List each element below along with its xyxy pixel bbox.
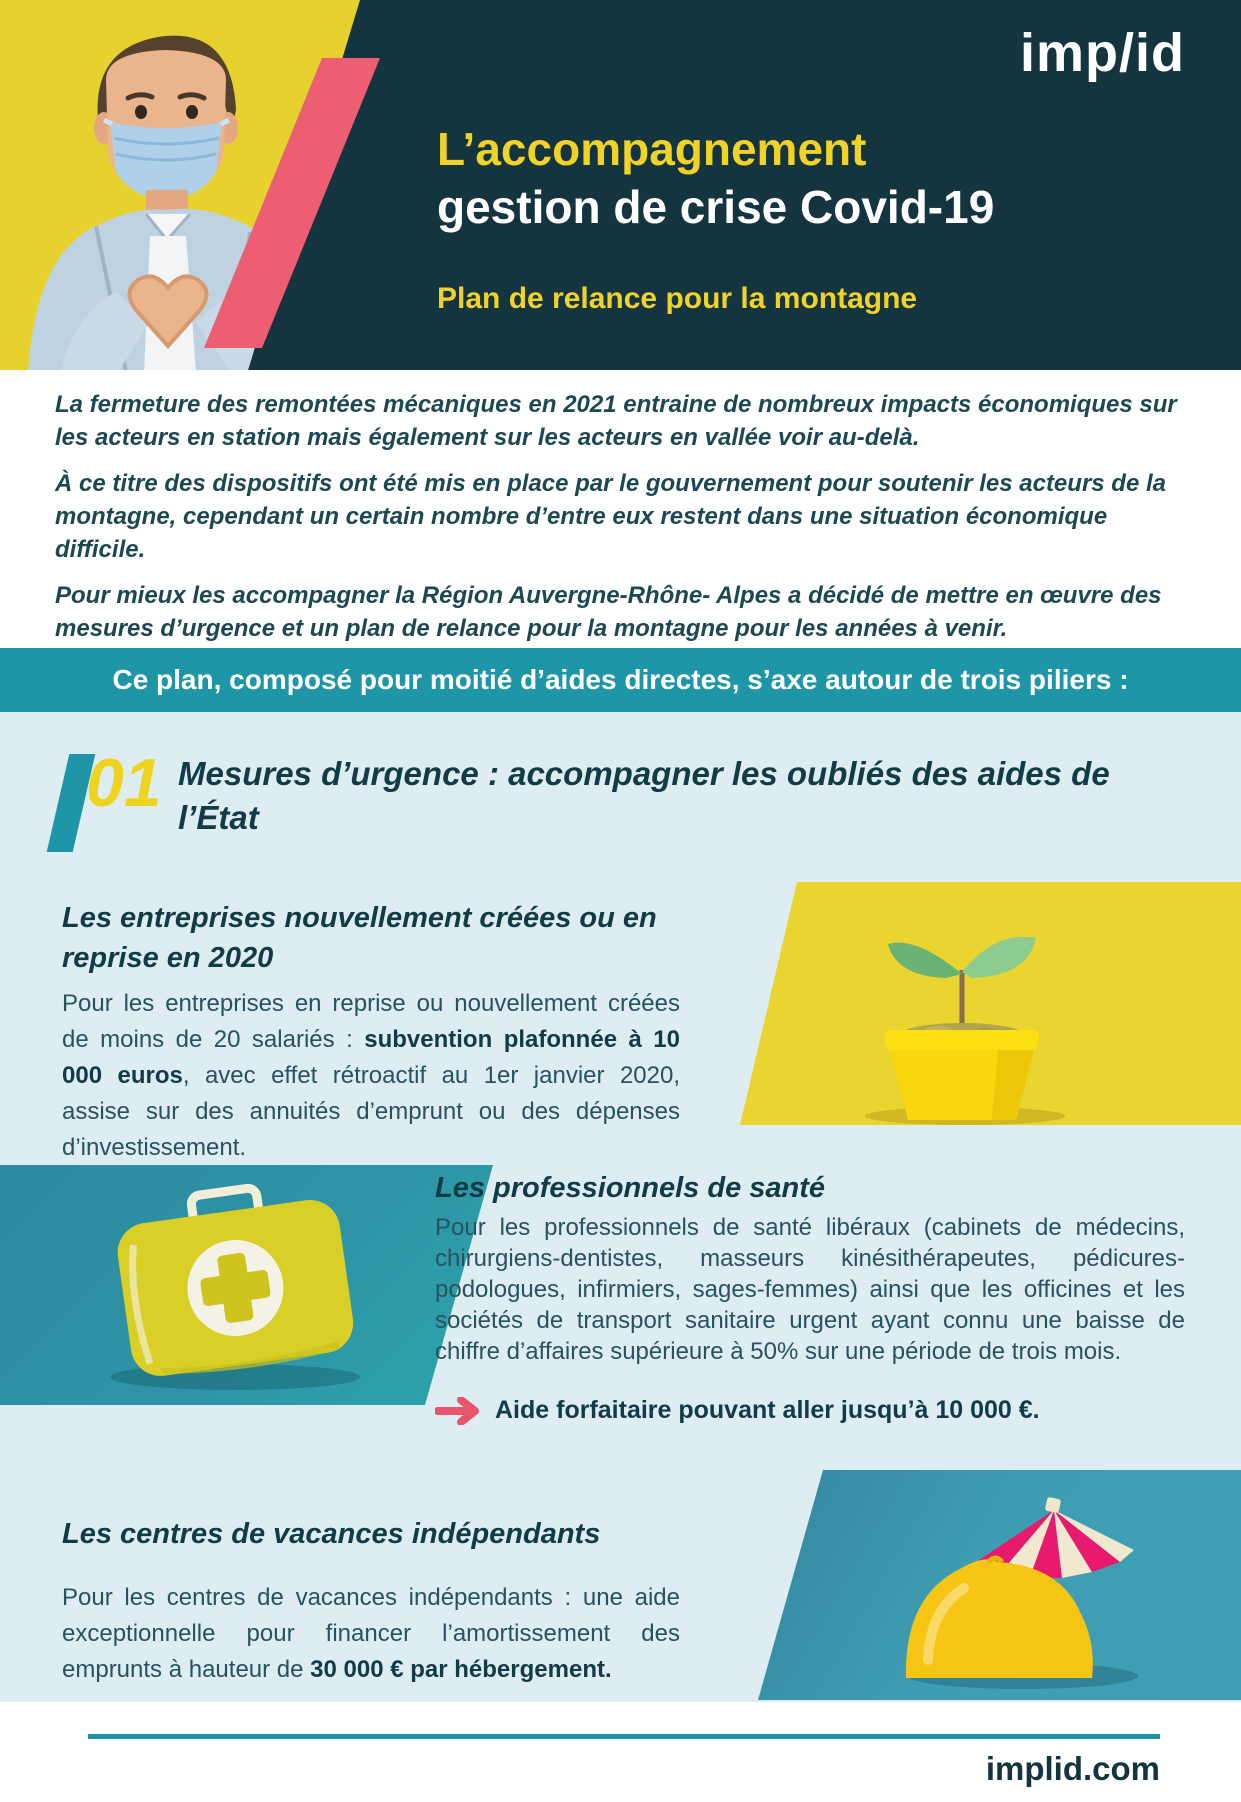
arrow-right-icon [435, 1397, 481, 1425]
intro-paragraph-3: Pour mieux les accompagner la Région Auvergne-Rhône- Alpes a décidé de mettre en œuvre des mesures d’urgence et un plan de relance pour la montagne pour les années à venir. [55, 582, 1162, 642]
aid-highlight-row [435, 1396, 1195, 1425]
body-bold-amount: 30 000 € par hébergement. [310, 1656, 612, 1683]
footer-website: implid.com [985, 1750, 1160, 1787]
lemon-umbrella-illustration [758, 1470, 1241, 1700]
three-pillars-banner [0, 648, 1241, 712]
footer-divider [88, 1734, 1160, 1739]
section-heading-vacances: Les centres de vacances indépendants [62, 1518, 601, 1550]
section-body-vacances [62, 1580, 680, 1688]
plant-pot-image [740, 882, 1241, 1125]
pillar-title: Mesures d’urgence : accompagner les oubliés des aides de l’État [178, 755, 1110, 836]
intro-paragraph-2: À ce titre des dispositifs ont été mis en place par le gouvernement pour soutenir les acteurs de la montagne, cependant un certain nombre d’entre eux restent dans une situation économique difficile. [55, 470, 1166, 563]
header-banner [0, 0, 1241, 370]
body-bold-amount: subvention plafonnée à 10 000 euros [62, 1026, 680, 1089]
lemon-umbrella-image [758, 1470, 1241, 1700]
plant-pot-illustration [740, 882, 1241, 1125]
body-text: , avec effet rétroactif au 1er janvier 2020, assise sur des annuités d’emprunt ou des dépenses d’investissement. [62, 1062, 680, 1161]
body-text: Pour les entreprises en reprise ou nouvellement créées de moins de 20 salariés : [62, 990, 680, 1053]
section-heading-sante: Les professionnels de santé [435, 1172, 826, 1204]
section-body-entreprises [62, 986, 680, 1166]
section-heading-entreprises: Les entreprises nouvellement créées ou en reprise en 2020 [62, 902, 657, 974]
implid-logo: imp/id [1020, 23, 1185, 83]
intro-paragraph-1: La fermeture des remontées mécaniques en 2021 entraine de nombreux impacts économiques sur les acteurs en station mais également sur les acteurs en vallée voir au-delà. [55, 391, 1177, 451]
page-title-line1: L’accompagnement [437, 123, 867, 175]
pillar-number: 01 [86, 745, 162, 821]
aid-highlight-text: Aide forfaitaire pouvant aller jusqu’à 10 000 €. [495, 1396, 1040, 1424]
banner-text: Ce plan, composé pour moitié d’aides directes, s’axe autour de trois piliers : [112, 664, 1129, 695]
intro-paragraphs [55, 388, 1193, 658]
section-body-sante: Pour les professionnels de santé libéraux (cabinets de médecins, chirurgiens-dentistes, masseurs kinésithérapeutes, pédicures-podologues, infirmiers, sages-femmes) ainsi que les officines et les sociétés de transport sanitaire urgent ayant connu une baisse de chiffre d’affaires supérieure à 50% sur une période de trois mois. [435, 1214, 1185, 1365]
page-title-line2: gestion de crise Covid-19 [437, 181, 995, 233]
body-text: Pour les centres de vacances indépendants : une aide exceptionnelle pour financer l’amortissement des emprunts à hauteur de [62, 1584, 680, 1683]
page-subtitle: Plan de relance pour la montagne [437, 282, 918, 315]
first-aid-kit-illustration [0, 1165, 493, 1405]
first-aid-image [0, 1165, 493, 1405]
